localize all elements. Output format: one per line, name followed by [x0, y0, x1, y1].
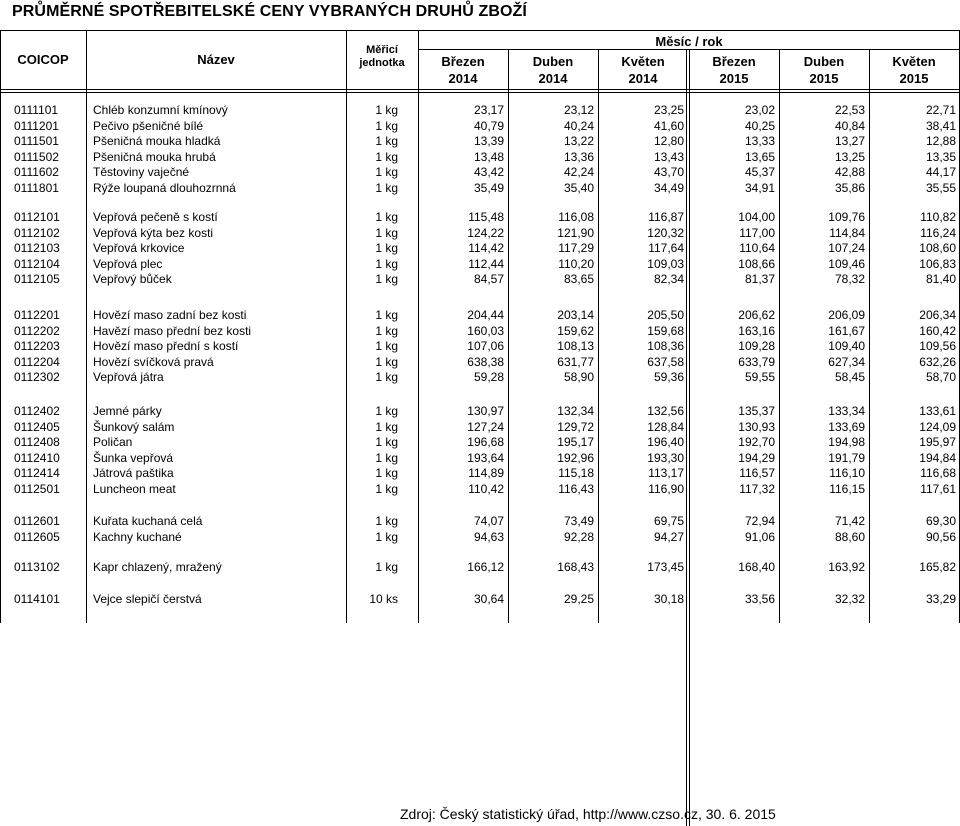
- table-row: [0, 514, 960, 529]
- unit: 1 kg: [375, 272, 398, 286]
- price-value: 124,09: [919, 419, 956, 434]
- price-value: 13,65: [744, 149, 775, 164]
- table-row: [0, 451, 960, 466]
- price-value: 117,32: [739, 481, 775, 496]
- unit: 1 kg: [375, 256, 398, 271]
- unit: 1 kg: [375, 210, 398, 224]
- price-value: 43,70: [653, 165, 684, 179]
- price-value: 168,40: [738, 560, 775, 574]
- price-value: 35,40: [563, 180, 594, 195]
- price-value: 173,45: [647, 560, 684, 574]
- coicop-code: 0112402: [14, 404, 60, 418]
- price-value: 40,24: [563, 118, 594, 133]
- table-row: [0, 257, 960, 272]
- table-row: [0, 272, 960, 287]
- price-value: 83,65: [563, 272, 594, 286]
- price-value: 13,35: [925, 149, 956, 164]
- price-value: 108,13: [557, 339, 594, 353]
- price-value: 206,09: [828, 308, 865, 322]
- price-value: 117,00: [739, 225, 775, 240]
- unit: 1 kg: [375, 450, 398, 465]
- unit: 1 kg: [375, 529, 398, 544]
- price-value: 110,82: [920, 210, 956, 224]
- table-row: [0, 339, 960, 354]
- coicop-code: 0112202: [14, 323, 60, 338]
- price-value: 106,83: [919, 256, 956, 271]
- price-value: 163,16: [738, 323, 775, 338]
- price-value: 133,69: [828, 419, 865, 434]
- unit: 1 kg: [375, 419, 398, 434]
- coicop-code: 0112601: [14, 514, 60, 528]
- price-value: 633,79: [738, 354, 775, 369]
- price-value: 35,55: [925, 180, 956, 195]
- header-year: 2014: [628, 71, 658, 86]
- price-value: 627,34: [828, 354, 865, 369]
- price-value: 191,79: [828, 450, 865, 465]
- unit: 1 kg: [375, 466, 398, 480]
- price-value: 13,33: [744, 134, 775, 148]
- price-value: 114,42: [468, 241, 504, 255]
- price-value: 108,36: [647, 339, 684, 353]
- price-value: 116,43: [558, 481, 594, 496]
- table-row: [0, 435, 960, 450]
- price-value: 114,89: [468, 466, 504, 480]
- price-value: 206,34: [919, 308, 956, 322]
- price-value: 161,67: [828, 323, 865, 338]
- item-name: Vepřová pečeně s kostí: [93, 210, 218, 224]
- coicop-code: 0112103: [14, 241, 60, 255]
- price-value: 73,49: [563, 514, 594, 528]
- source-note: Zdroj: Český statistický úřad, http://www.czso.cz, 30. 6. 2015: [400, 806, 776, 822]
- price-value: 91,06: [744, 529, 775, 544]
- unit: 1 kg: [375, 165, 398, 179]
- unit: 1 kg: [375, 180, 398, 195]
- table-row: [0, 165, 960, 180]
- table-row: [0, 530, 960, 545]
- price-value: 130,93: [738, 419, 775, 434]
- price-value: 109,76: [828, 210, 865, 224]
- price-value: 35,49: [473, 180, 504, 195]
- price-value: 45,37: [744, 165, 775, 179]
- price-value: 81,37: [744, 272, 775, 286]
- price-value: 115,18: [558, 466, 594, 480]
- price-value: 632,26: [919, 354, 956, 369]
- header-unit: [346, 44, 418, 70]
- coicop-code: 0112102: [14, 225, 60, 240]
- price-value: 133,34: [828, 404, 865, 418]
- unit: 1 kg: [375, 339, 398, 353]
- unit: 1 kg: [375, 134, 398, 148]
- price-value: 637,58: [647, 354, 684, 369]
- price-value: 108,66: [738, 256, 775, 271]
- price-value: 113,17: [648, 466, 684, 480]
- price-value: 58,45: [834, 370, 865, 384]
- header-name: Název: [197, 52, 235, 67]
- price-value: 81,40: [925, 272, 956, 286]
- price-value: 30,18: [653, 592, 684, 606]
- price-value: 110,42: [468, 481, 504, 496]
- unit: 1 kg: [375, 103, 398, 117]
- price-value: 114,84: [829, 225, 865, 240]
- unit: 1 kg: [375, 241, 398, 255]
- price-value: 58,90: [563, 370, 594, 384]
- price-value: 117,64: [648, 241, 684, 255]
- price-value: 205,50: [647, 308, 684, 322]
- header-year: 2015: [809, 71, 839, 86]
- price-value: 120,32: [647, 225, 684, 240]
- price-value: 135,37: [738, 404, 775, 418]
- table-row: [0, 210, 960, 225]
- price-value: 116,87: [648, 210, 684, 224]
- item-name: Hovězí maso přední s kostí: [93, 339, 239, 353]
- coicop-code: 0111801: [14, 180, 59, 195]
- table-row: [0, 355, 960, 370]
- price-value: 13,27: [834, 134, 865, 148]
- price-value: 110,64: [739, 241, 775, 255]
- header-month: Květen: [892, 54, 936, 69]
- table-row: [0, 181, 960, 196]
- coicop-code: 0111101: [14, 103, 59, 117]
- coicop-code: 0111602: [14, 165, 59, 179]
- unit: 10 ks: [369, 592, 398, 606]
- price-value: 92,28: [563, 529, 594, 544]
- price-value: 132,34: [557, 404, 594, 418]
- price-value: 128,84: [647, 419, 684, 434]
- price-value: 40,84: [834, 118, 865, 133]
- price-value: 116,57: [739, 466, 775, 480]
- price-value: 109,46: [828, 256, 865, 271]
- price-value: 193,30: [647, 450, 684, 465]
- header-year: 2014: [448, 71, 478, 86]
- price-value: 163,92: [828, 560, 865, 574]
- price-value: 41,60: [653, 118, 684, 133]
- coicop-code: 0112204: [14, 354, 60, 369]
- header-unit-line1: Měřicí: [366, 44, 398, 56]
- price-value: 107,06: [467, 339, 504, 353]
- item-name: Vepřová játra: [93, 370, 164, 384]
- coicop-code: 0113102: [14, 560, 60, 574]
- item-name: Šunka vepřová: [93, 450, 174, 465]
- header-bottom-border: [0, 89, 960, 90]
- price-value: 133,61: [919, 404, 956, 418]
- table-row: [0, 119, 960, 134]
- price-value: 160,42: [919, 323, 956, 338]
- coicop-code: 0112201: [14, 308, 60, 322]
- page-title: PRŮMĚRNÉ SPOTŘEBITELSKÉ CENY VYBRANÝCH DRUHŮ ZBOŽÍ: [12, 3, 527, 20]
- coicop-code: 0112104: [14, 256, 60, 271]
- table-row: [0, 150, 960, 165]
- price-value: 108,60: [919, 241, 956, 255]
- unit: 1 kg: [375, 149, 398, 164]
- price-value: 59,28: [473, 370, 504, 384]
- price-value: 69,30: [925, 514, 956, 528]
- coicop-code: 0112410: [14, 450, 60, 465]
- item-name: Šunkový salám: [93, 419, 175, 434]
- price-value: 192,96: [557, 450, 594, 465]
- price-value: 23,02: [744, 103, 775, 117]
- coicop-code: 0114101: [14, 592, 60, 606]
- unit: 1 kg: [375, 354, 398, 369]
- price-value: 13,48: [473, 149, 504, 164]
- unit: 1 kg: [375, 514, 398, 528]
- coicop-code: 0112605: [14, 529, 60, 544]
- item-name: Pečivo pšeničné bílé: [93, 118, 204, 133]
- item-name: Játrová paštika: [93, 466, 174, 480]
- header-period: Měsíc / rok: [655, 34, 723, 49]
- price-value: 94,63: [473, 529, 504, 544]
- price-value: 58,70: [925, 370, 956, 384]
- table-row: [0, 466, 960, 481]
- price-value: 94,27: [653, 529, 684, 544]
- price-value: 196,40: [647, 435, 684, 449]
- table-row: [0, 592, 960, 607]
- table-row: [0, 404, 960, 419]
- item-name: Vepřový bůček: [93, 272, 172, 286]
- price-value: 71,42: [834, 514, 865, 528]
- price-value: 13,36: [563, 149, 594, 164]
- coicop-code: 0112302: [14, 370, 60, 384]
- item-name: Kapr chlazený, mražený: [93, 560, 222, 574]
- price-value: 166,12: [467, 560, 504, 574]
- price-value: 109,40: [828, 339, 865, 353]
- item-name: Hovězí maso zadní bez kosti: [93, 308, 247, 322]
- header-coicop: COICOP: [17, 52, 69, 67]
- item-name: Těstoviny vaječné: [93, 165, 190, 179]
- unit: 1 kg: [375, 118, 398, 133]
- item-name: Hovězí svíčková pravá: [93, 354, 214, 369]
- price-value: 34,91: [744, 180, 775, 195]
- item-name: Kuřata kuchaná celá: [93, 514, 203, 528]
- table-top-border: [0, 30, 960, 31]
- price-value: 13,25: [834, 149, 865, 164]
- unit: 1 kg: [375, 481, 398, 496]
- price-value: 40,79: [473, 118, 504, 133]
- header-month: Březen: [712, 54, 756, 69]
- unit: 1 kg: [375, 560, 398, 574]
- price-value: 38,41: [925, 118, 956, 133]
- price-value: 13,39: [473, 134, 504, 148]
- price-value: 34,49: [653, 180, 684, 195]
- price-value: 194,84: [919, 450, 956, 465]
- price-value: 74,07: [473, 514, 504, 528]
- header-year: 2015: [899, 71, 929, 86]
- unit: 1 kg: [375, 404, 398, 418]
- item-name: Vejce slepičí čerstvá: [93, 592, 202, 606]
- price-value: 32,32: [834, 592, 865, 606]
- header-month: Duben: [803, 54, 845, 69]
- coicop-code: 0112101: [14, 210, 60, 224]
- price-value: 115,48: [468, 210, 504, 224]
- price-value: 168,43: [557, 560, 594, 574]
- price-value: 40,25: [744, 118, 775, 133]
- price-value: 116,24: [920, 225, 956, 240]
- header-unit-line2: jednotka: [359, 57, 405, 69]
- coicop-code: 0111501: [14, 134, 59, 148]
- header-month: Duben: [532, 54, 574, 69]
- price-value: 116,08: [558, 210, 594, 224]
- price-value: 129,72: [557, 419, 594, 434]
- price-value: 194,29: [738, 450, 775, 465]
- price-value: 160,03: [467, 323, 504, 338]
- price-value: 165,82: [919, 560, 956, 574]
- header-month: Květen: [621, 54, 665, 69]
- price-value: 23,17: [473, 103, 504, 117]
- price-value: 59,36: [653, 370, 684, 384]
- price-value: 42,88: [834, 165, 865, 179]
- price-value: 59,55: [744, 370, 775, 384]
- unit: 1 kg: [375, 370, 398, 384]
- table-row: [0, 226, 960, 241]
- price-value: 121,90: [557, 225, 594, 240]
- price-value: 72,94: [744, 514, 775, 528]
- table-row: [0, 324, 960, 339]
- header-year: 2014: [538, 71, 568, 86]
- price-value: 88,60: [834, 529, 865, 544]
- price-value: 23,12: [563, 103, 594, 117]
- header-year: 2015: [719, 71, 749, 86]
- price-value: 33,29: [925, 592, 956, 606]
- price-value: 107,24: [828, 241, 865, 255]
- price-value: 638,38: [467, 354, 504, 369]
- price-value: 116,90: [648, 481, 684, 496]
- coicop-code: 0112105: [14, 272, 60, 286]
- price-value: 29,25: [563, 592, 594, 606]
- coicop-code: 0112414: [14, 466, 60, 480]
- price-value: 22,71: [925, 103, 956, 117]
- price-value: 204,44: [467, 308, 504, 322]
- price-value: 110,20: [558, 256, 594, 271]
- item-name: Poličan: [93, 435, 133, 449]
- table-row: [0, 103, 960, 118]
- coicop-code: 0111502: [14, 149, 59, 164]
- price-value: 13,43: [653, 149, 684, 164]
- price-value: 127,24: [467, 419, 504, 434]
- unit: 1 kg: [375, 435, 398, 449]
- unit: 1 kg: [375, 225, 398, 240]
- price-value: 44,17: [925, 165, 956, 179]
- item-name: Jemné párky: [93, 404, 162, 418]
- coicop-code: 0111201: [14, 118, 59, 133]
- price-value: 116,10: [829, 466, 865, 480]
- item-name: Rýže loupaná dlouhozrnná: [93, 180, 236, 195]
- price-value: 35,86: [834, 180, 865, 195]
- price-value: 117,29: [558, 241, 594, 255]
- price-value: 109,56: [919, 339, 956, 353]
- price-value: 132,56: [647, 404, 684, 418]
- price-value: 90,56: [925, 529, 956, 544]
- price-value: 196,68: [467, 435, 504, 449]
- price-value: 192,70: [738, 435, 775, 449]
- item-name: Kachny kuchané: [93, 529, 182, 544]
- price-value: 82,34: [653, 272, 684, 286]
- price-value: 195,17: [557, 435, 594, 449]
- price-value: 104,00: [738, 210, 775, 224]
- item-name: Vepřová krkovice: [93, 241, 185, 255]
- table-row: [0, 560, 960, 575]
- price-value: 12,88: [925, 134, 956, 148]
- coicop-code: 0112405: [14, 419, 60, 434]
- price-value: 117,61: [920, 481, 956, 496]
- table-row: [0, 420, 960, 435]
- price-value: 13,22: [563, 134, 594, 148]
- table-row: [0, 308, 960, 323]
- coicop-code: 0112203: [14, 339, 60, 353]
- price-value: 631,77: [557, 354, 594, 369]
- price-value: 112,44: [468, 256, 504, 271]
- header-month: Březen: [441, 54, 485, 69]
- coicop-code: 0112408: [14, 435, 60, 449]
- item-name: Havězí maso přední bez kosti: [93, 323, 252, 338]
- price-value: 84,57: [473, 272, 504, 286]
- unit: 1 kg: [375, 323, 398, 338]
- price-value: 124,22: [467, 225, 504, 240]
- table-row: [0, 370, 960, 385]
- price-value: 193,64: [467, 450, 504, 465]
- price-value: 12,80: [653, 134, 684, 148]
- price-value: 116,68: [920, 466, 956, 480]
- table-row: [0, 482, 960, 497]
- price-value: 194,98: [828, 435, 865, 449]
- price-value: 42,24: [563, 165, 594, 179]
- price-value: 130,97: [467, 404, 504, 418]
- price-value: 78,32: [834, 272, 865, 286]
- price-value: 30,64: [473, 592, 504, 606]
- price-value: 159,62: [557, 323, 594, 338]
- price-value: 116,15: [829, 481, 865, 496]
- price-value: 195,97: [919, 435, 956, 449]
- unit: 1 kg: [375, 308, 398, 322]
- price-value: 206,62: [738, 308, 775, 322]
- item-name: Pšeničná mouka hrubá: [93, 149, 216, 164]
- price-value: 43,42: [473, 165, 504, 179]
- price-value: 69,75: [653, 514, 684, 528]
- price-value: 159,68: [647, 323, 684, 338]
- price-value: 23,25: [653, 103, 684, 117]
- header-bottom-border-inner: [0, 92, 960, 93]
- coicop-code: 0112501: [14, 481, 60, 496]
- item-name: Chléb konzumní kmínový: [93, 103, 228, 117]
- price-value: 33,56: [744, 592, 775, 606]
- table-row: [0, 134, 960, 149]
- item-name: Pšeničná mouka hladká: [93, 134, 221, 148]
- price-value: 203,14: [557, 308, 594, 322]
- price-value: 109,28: [738, 339, 775, 353]
- item-name: Vepřová kýta bez kosti: [93, 225, 214, 240]
- item-name: Vepřová plec: [93, 256, 163, 271]
- price-value: 22,53: [834, 103, 865, 117]
- item-name: Luncheon meat: [93, 481, 176, 496]
- price-value: 109,03: [647, 256, 684, 271]
- table-row: [0, 241, 960, 256]
